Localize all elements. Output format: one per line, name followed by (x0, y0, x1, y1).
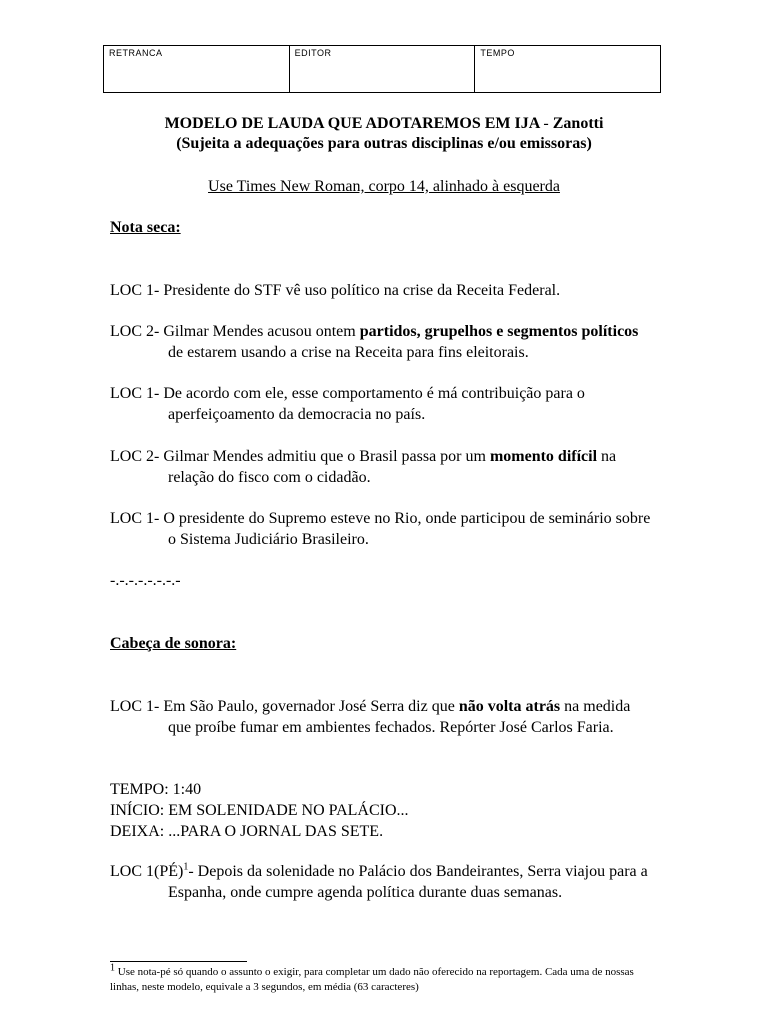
loc-label: LOC 2- (110, 323, 164, 340)
deixa-line: DEIXA: ...PARA O JORNAL DAS SETE. (110, 823, 384, 840)
loc-text: na relação do fisco com o cidadão. (168, 448, 617, 486)
loc-text: Gilmar Mendes acusou ontem (163, 323, 360, 340)
instruction-text: Use Times New Roman, corpo 14, alinhado à esquerda (208, 178, 560, 195)
loc-text: de estarem usando a crise na Receita para fins eleitorais. (168, 344, 529, 361)
footnote (110, 962, 655, 995)
nota-paragraph-4 (110, 446, 655, 488)
loc-bold-text: não volta atrás (458, 698, 561, 715)
loc-text: Em São Paulo, governador José Serra diz que (163, 698, 459, 715)
loc-bold-text: partidos, grupelhos e segmentos políticos (359, 323, 639, 340)
separator: -.-.-.-.-.-.-.- (110, 572, 181, 589)
retranca-label: RETRANCA (109, 48, 163, 58)
loc-label: LOC 1- (110, 510, 164, 527)
title-dash: - (543, 115, 553, 132)
loc-label: LOC 1- (110, 698, 164, 715)
subtitle-text: (Sujeita a adequações para outras disciplinas e/ou emissoras) (176, 135, 592, 152)
loc-label: LOC 1- (110, 282, 164, 299)
footnote-divider (110, 961, 247, 962)
tempo-label: TEMPO (480, 48, 515, 58)
loc-bold-text: momento difícil (489, 448, 598, 465)
nota-paragraph-2 (110, 321, 655, 363)
cabeca-heading: Cabeça de sonora: (110, 635, 237, 652)
editor-label: EDITOR (294, 48, 332, 58)
footnote-text: Use nota-pé só quando o assunto o exigir, para completar um dado não oferecido na reportagem. Cada uma de nossas linhas, neste modelo, equivale a 3 segundos, em média (63 caracteres) (110, 966, 634, 993)
loc-text: na medida que proíbe fumar em ambientes fechados. Repórter José Carlos Faria. (168, 698, 631, 736)
editor-cell (290, 46, 476, 92)
nota-seca-heading: Nota seca: (110, 219, 181, 236)
loc-text: De acordo com ele, esse comportamento é má contribuição para o aperfeiçoamento da democracia no país. (163, 385, 585, 423)
title-author: Zanotti (552, 115, 604, 132)
loc-text: O presidente do Supremo esteve no Rio, onde participou de seminário sobre o Sistema Judiciário Brasileiro. (163, 510, 651, 548)
tempo-line: TEMPO: 1:40 (110, 781, 202, 798)
page-subtitle (0, 134, 768, 154)
retranca-cell (104, 46, 290, 92)
loc-text: Presidente do STF vê uso político na crise da Receita Federal. (163, 282, 561, 299)
instruction-line (0, 177, 768, 197)
loc-dash: - (188, 863, 198, 880)
loc-text: Gilmar Mendes admitiu que o Brasil passa por um (163, 448, 490, 465)
cabeca-paragraph-2 (110, 861, 655, 903)
loc-label: LOC 1(PÉ) (110, 863, 184, 880)
loc-label: LOC 2- (110, 448, 164, 465)
nota-paragraph-1 (110, 280, 655, 301)
footnote-ref[interactable]: 1 (183, 861, 189, 873)
tempo-cell (475, 46, 660, 92)
loc-text: Depois da solenidade no Palácio dos Bandeirantes, Serra viajou para a Espanha, onde cumpre agenda política durante duas semanas. (168, 863, 648, 901)
inicio-line: INÍCIO: EM SOLENIDADE NO PALÁCIO... (110, 802, 409, 819)
loc-label: LOC 1- (110, 385, 164, 402)
nota-paragraph-5 (110, 508, 655, 550)
header-table (103, 45, 661, 93)
page-title (0, 114, 768, 134)
title-main: MODELO DE LAUDA QUE ADOTAREMOS EM IJA (164, 115, 544, 132)
nota-paragraph-3 (110, 383, 655, 425)
cabeca-paragraph-1 (110, 696, 655, 738)
footnote-mark: 1 (110, 962, 115, 974)
